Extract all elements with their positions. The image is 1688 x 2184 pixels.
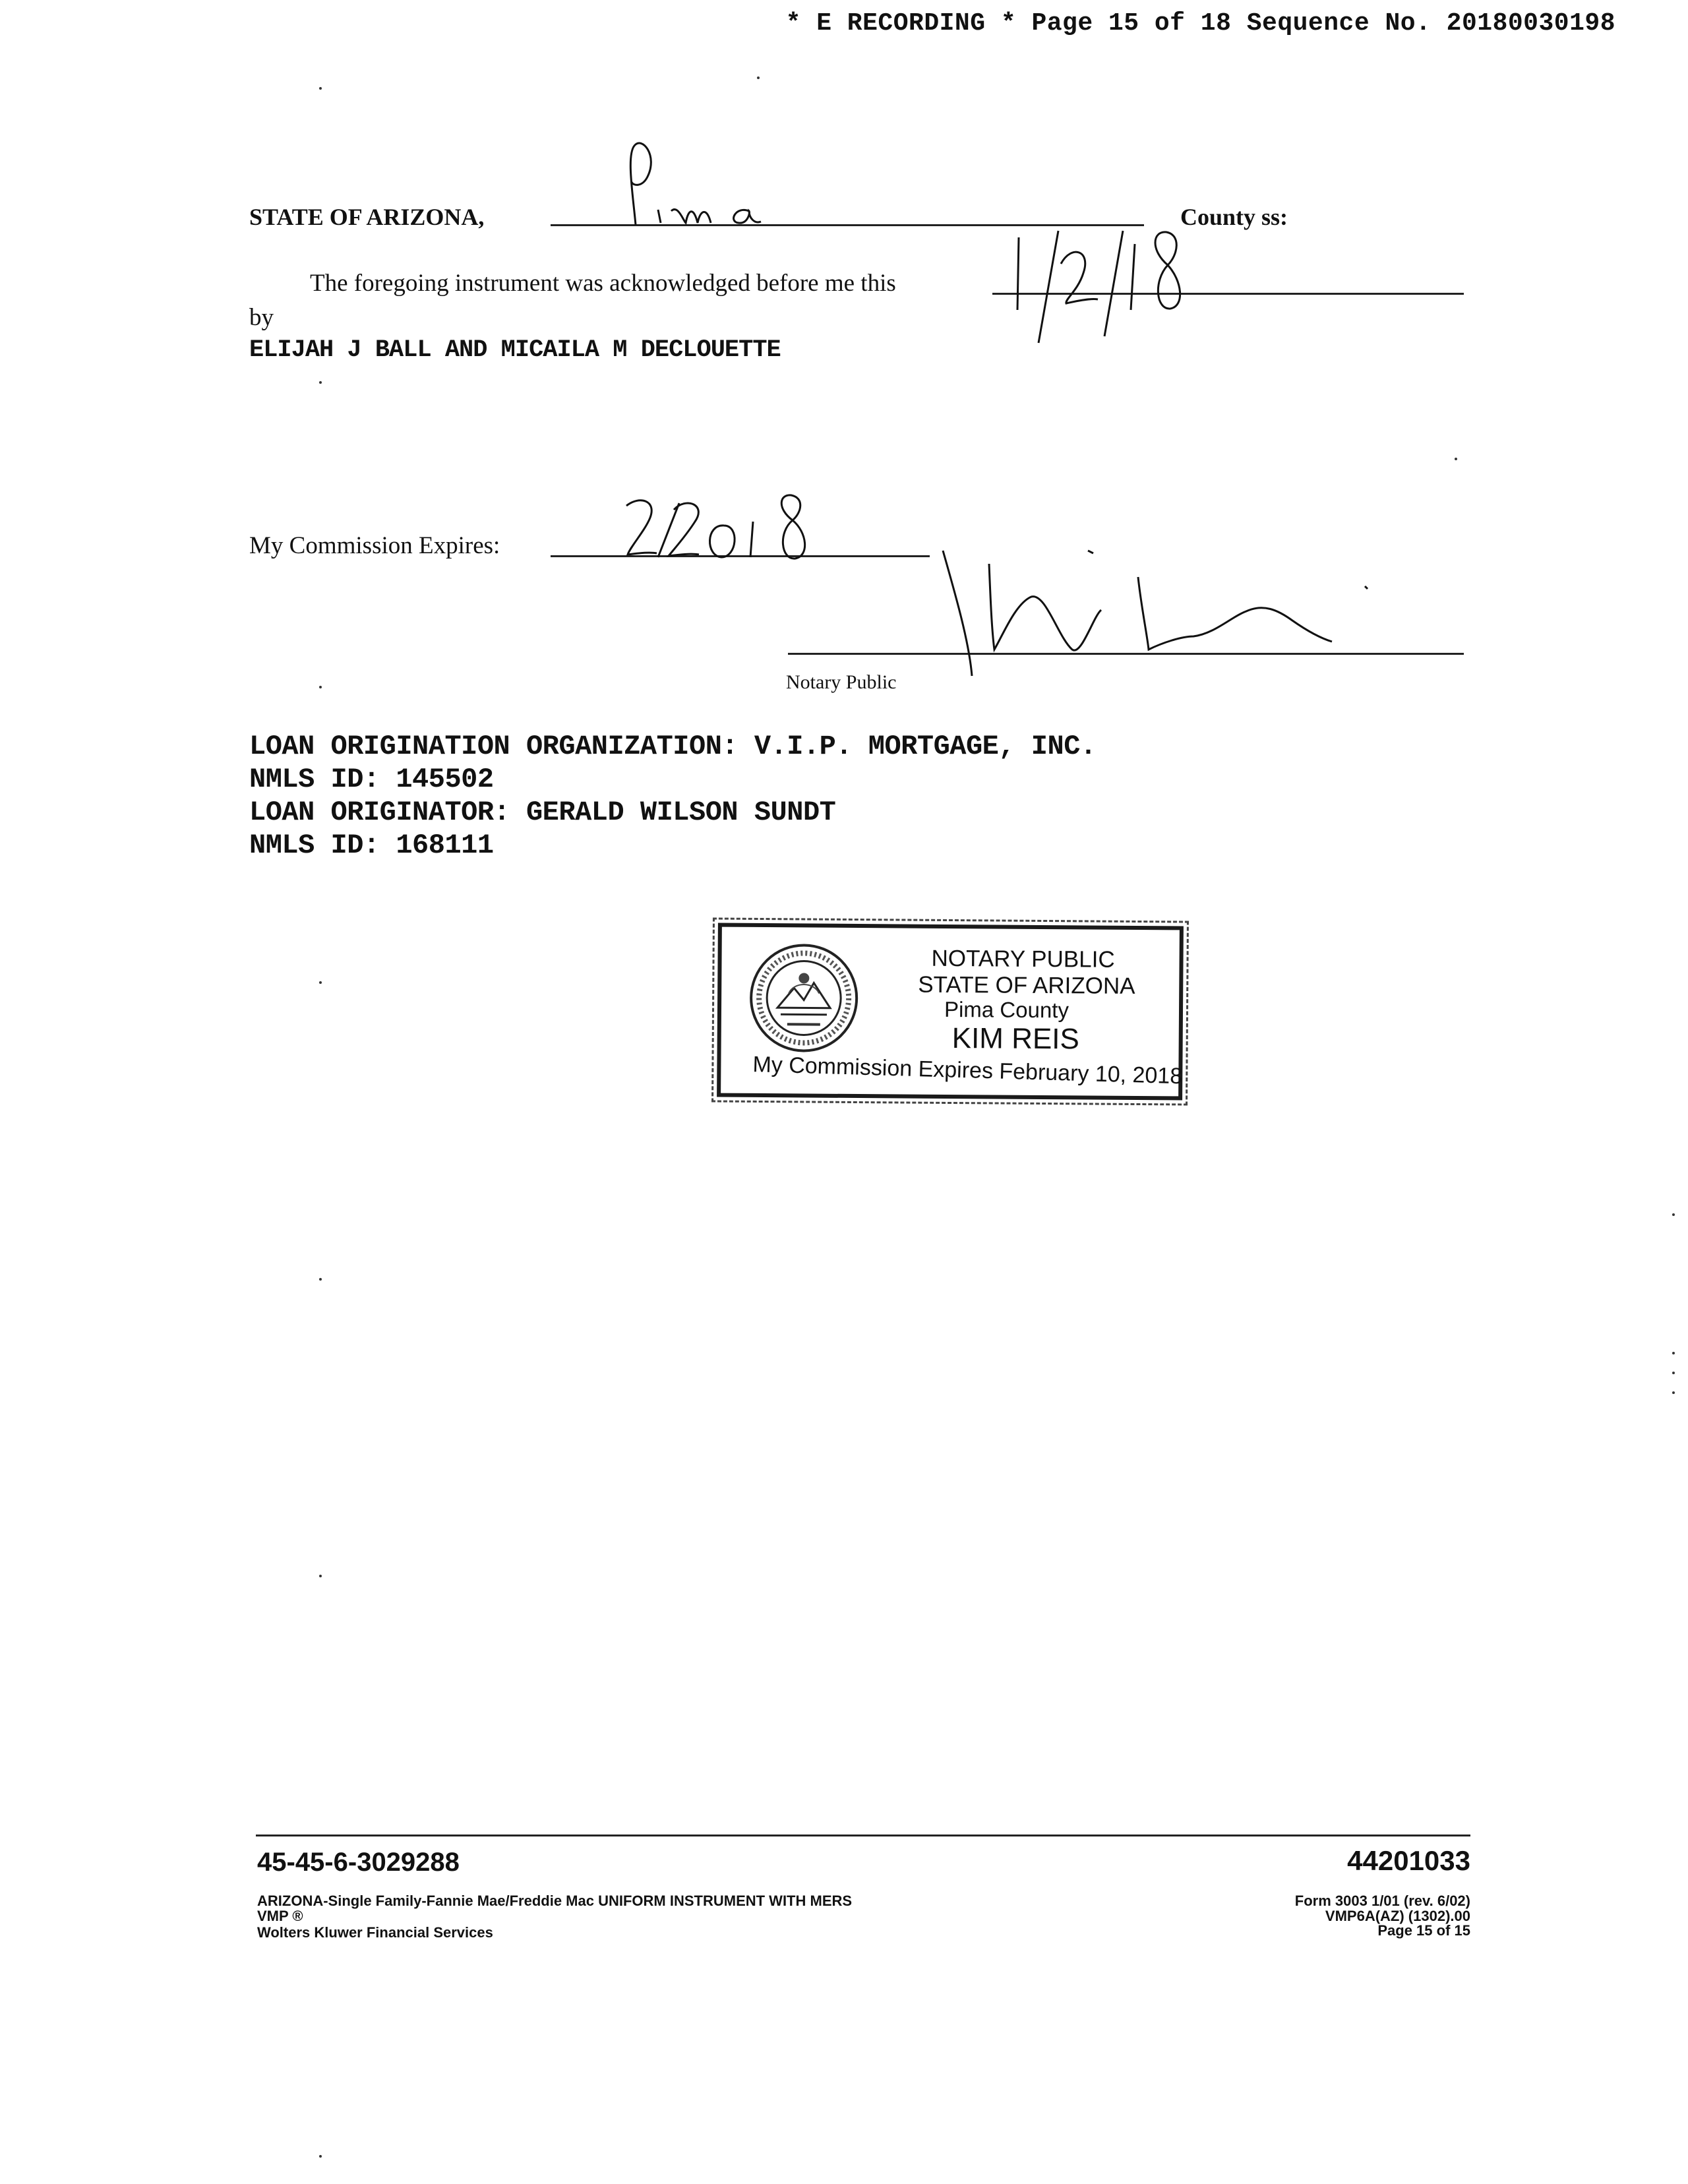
loan-origination-organization: LOAN ORIGINATION ORGANIZATION: V.I.P. MORTGAGE, INC. — [249, 731, 1097, 762]
originator-nmls-id: NMLS ID: 168111 — [249, 830, 494, 861]
scan-speck — [1672, 1213, 1675, 1216]
acknowledgment-text: The foregoing instrument was acknowledged before me this — [310, 270, 896, 297]
scan-speck — [319, 87, 322, 90]
recording-header: * E RECORDING * Page 15 of 18 Sequence No. 20180030198 — [785, 9, 1615, 38]
county-handwriting — [620, 129, 804, 228]
state-seal-icon — [748, 942, 860, 1054]
stamp-notary-public: NOTARY PUBLIC — [931, 945, 1115, 973]
footer-page-number: Page 15 of 15 — [1377, 1922, 1470, 1939]
borrower-names: ELIJAH J BALL AND MICAILA M DECLOUETTE — [249, 336, 781, 364]
notary-signature — [917, 537, 1404, 689]
stamp-commission-expiry: My Commission Expires February 10, 2018 — [752, 1052, 1183, 1089]
footer-form-description: ARIZONA-Single Family-Fannie Mae/Freddie Mac UNIFORM INSTRUMENT WITH MERS — [257, 1893, 853, 1909]
scan-speck — [319, 1575, 322, 1577]
loan-originator: LOAN ORIGINATOR: GERALD WILSON SUNDT — [249, 797, 836, 828]
footer-vmp-code: VMP6A(AZ) (1302).00 — [1325, 1908, 1470, 1924]
organization-nmls-id: NMLS ID: 145502 — [249, 764, 494, 795]
scan-speck — [319, 2155, 322, 2158]
scan-speck — [319, 981, 322, 984]
footer-rule — [256, 1835, 1470, 1836]
scan-speck — [1672, 1352, 1675, 1354]
footer-publisher: Wolters Kluwer Financial Services — [257, 1924, 493, 1941]
footer-vmp: VMP ® — [257, 1908, 303, 1924]
notary-stamp — [717, 923, 1184, 1101]
stamp-state: STATE OF ARIZONA — [918, 971, 1135, 999]
stamp-notary-name: KIM REIS — [951, 1022, 1080, 1056]
date-handwriting — [1006, 218, 1203, 349]
by-label: by — [249, 304, 274, 331]
notary-public-label: Notary Public — [786, 671, 897, 693]
scan-speck — [1672, 1372, 1675, 1374]
scan-speck — [1672, 1391, 1675, 1394]
footer-form-number: Form 3003 1/01 (rev. 6/02) — [1294, 1893, 1470, 1909]
county-ss-label: County ss: — [1180, 204, 1288, 230]
loan-number: 45-45-6-3029288 — [257, 1848, 460, 1877]
state-label: STATE OF ARIZONA, — [249, 204, 485, 230]
scan-speck — [319, 686, 322, 688]
commission-expires-label: My Commission Expires: — [249, 532, 500, 559]
scan-speck — [319, 1278, 322, 1281]
document-number: 44201033 — [1347, 1845, 1470, 1876]
scan-speck — [757, 76, 760, 79]
scan-speck — [319, 381, 322, 384]
scan-speck — [1455, 458, 1457, 460]
stamp-county: Pima County — [944, 996, 1070, 1023]
commission-date-handwriting — [613, 491, 824, 570]
